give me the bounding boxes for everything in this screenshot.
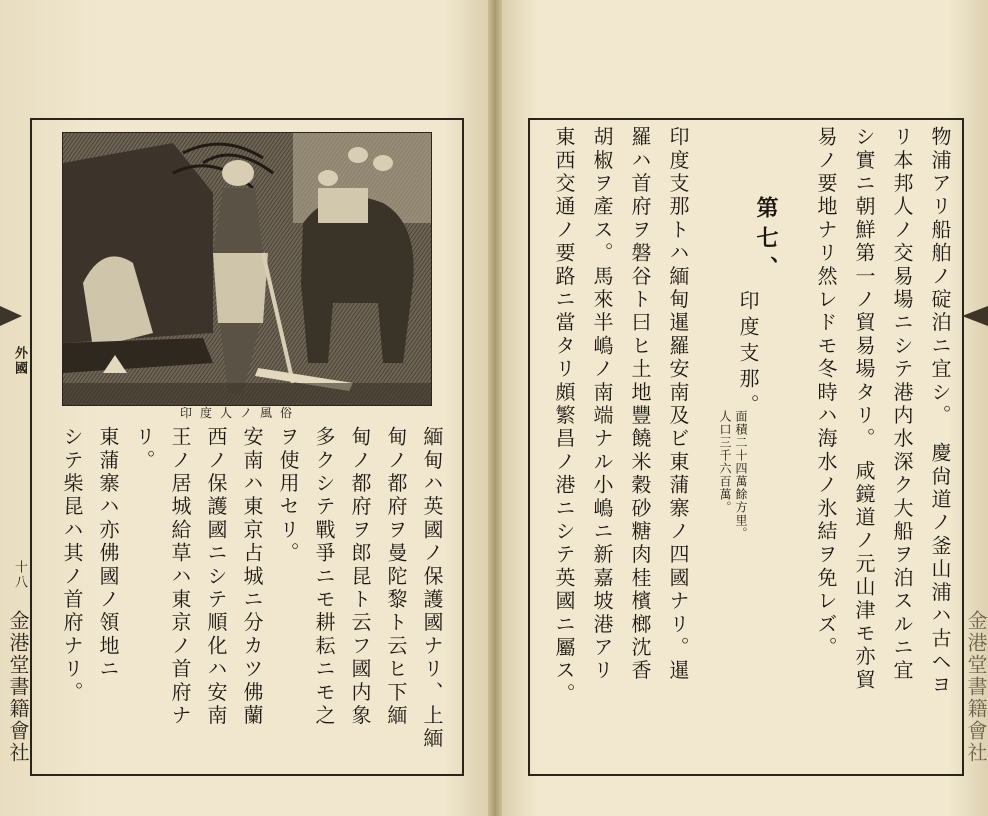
right-col-3-tail: 咸鏡道ノ元山津モ亦貿	[852, 460, 876, 692]
right-col-1: 物浦アリ船舶ノ碇泊ニ宜シ。	[928, 126, 952, 428]
book-gutter	[488, 0, 502, 816]
left-col-10: 東蒲寨ハ亦佛國ノ領地ニ	[96, 426, 120, 682]
area-note: 面積二十四萬餘方里。	[734, 410, 748, 540]
left-col-3: 甸ノ都府ヲ郎昆ト云フ國内象	[348, 426, 372, 728]
right-col-7: 胡椒ヲ產ス。馬來半嶋ノ南端ナル小嶋ニ新嘉坡港アリ	[590, 126, 614, 683]
publisher-imprint: 金港堂書籍會社	[6, 610, 30, 764]
right-publisher-edge: 金港堂書籍會社	[964, 610, 988, 764]
left-col-1: 緬甸ハ英國ノ保護國ナリ、上緬	[420, 426, 444, 751]
right-col-4: 易ノ要地ナリ然レドモ冬時ハ海水ノ氷結ヲ免レズ。	[814, 126, 838, 660]
population-note: 人口三千六百萬。	[718, 410, 732, 514]
margin-tab-foreign: 外國	[12, 346, 27, 376]
right-col-2: リ本邦人ノ交易場ニシテ港内水深ク大船ヲ泊スルニ宜	[890, 126, 914, 683]
page-number: 十八	[12, 560, 27, 590]
left-col-7: 西ノ保護國ニシテ順化ハ安南	[204, 426, 228, 728]
right-thumb-marker	[962, 306, 988, 326]
right-col-5: 印度支那トハ緬甸暹羅安南及ビ東蒲寨ノ四國ナリ。暹	[666, 126, 690, 683]
illustration-caption: 印度人ノ風俗	[180, 406, 301, 420]
right-col-6: 羅ハ首府ヲ磐谷ト曰ヒ土地豐饒米穀砂糖肉桂檳榔沈香	[628, 126, 652, 683]
left-col-5: ヲ使用セリ。	[276, 426, 300, 566]
left-col-4: 多クシテ戰爭ニモ耕耘ニモ之	[312, 426, 336, 728]
section-heading: 第七、	[753, 196, 779, 286]
left-col-9: リ。	[132, 426, 156, 473]
right-col-1-tail: 慶尙道ノ釜山浦ハ古ヘヨ	[928, 442, 952, 698]
right-col-3: シ實ニ朝鮮第一ノ貿易場タリ。	[852, 126, 876, 451]
left-col-8: 王ノ居城給草ハ東京ノ首府ナ	[168, 426, 192, 728]
engraving-illustration	[62, 132, 432, 406]
left-col-6: 安南ハ東京占城ニ分カツ佛蘭	[240, 426, 264, 728]
left-col-2: 甸ノ都府ヲ曼陀黎ト云ヒ下緬	[384, 426, 408, 728]
left-col-11: シテ柴昆ハ其ノ首府ナリ。	[60, 426, 84, 705]
left-thumb-marker	[0, 306, 22, 326]
section-title: 印度支那。	[736, 290, 760, 420]
right-col-8: 東西交通ノ要路ニ當タリ頗繁昌ノ港ニシテ英國ニ屬ス。	[552, 126, 576, 706]
